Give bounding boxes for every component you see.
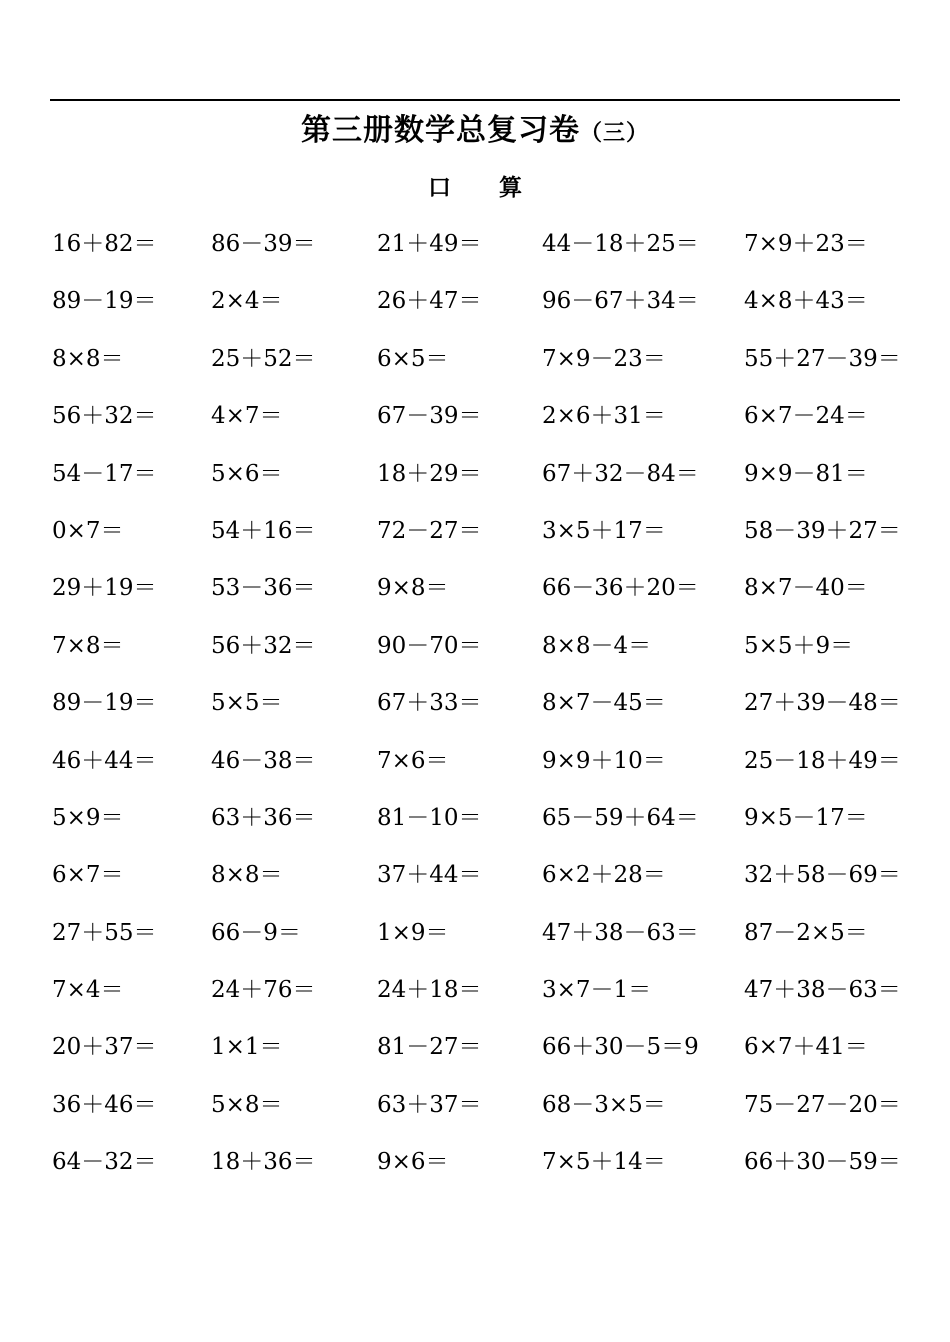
problem-row [52, 339, 912, 396]
section-heading-char-2: 算 [499, 174, 522, 201]
problem-item: 67＋33＝ [377, 690, 482, 717]
problem-row [52, 396, 912, 453]
problem-item: 29＋19＝ [52, 575, 157, 602]
problem-item: 90－70＝ [377, 632, 482, 659]
problem-row [52, 855, 912, 912]
problem-item: 8×8＝ [211, 862, 283, 889]
problem-row [52, 224, 912, 281]
problem-item: 6×7－24＝ [744, 403, 868, 430]
title-suffix: （三） [579, 120, 649, 146]
problem-item: 65－59＋64＝ [542, 804, 699, 831]
problem-item: 1×9＝ [377, 919, 449, 946]
problem-item: 6×5＝ [377, 345, 449, 372]
problem-item: 27＋55＝ [52, 919, 157, 946]
problem-item: 26＋47＝ [377, 288, 482, 315]
problem-item: 55＋27－39＝ [744, 345, 901, 372]
problem-item: 4×7＝ [211, 403, 283, 430]
problem-item: 9×9＋10＝ [542, 747, 666, 774]
problem-item: 7×4＝ [52, 977, 124, 1004]
section-heading [0, 170, 950, 206]
problem-item: 2×6＋31＝ [542, 403, 666, 430]
problem-row [52, 281, 912, 338]
problem-item: 44－18＋25＝ [542, 231, 699, 257]
problem-item: 9×5－17＝ [744, 804, 868, 831]
problem-item: 37＋44＝ [377, 862, 482, 889]
problem-item: 63＋36＝ [211, 804, 316, 831]
problem-item: 89－19＝ [52, 690, 157, 717]
problem-item: 27＋39－48＝ [744, 690, 901, 717]
problem-row [52, 970, 912, 1027]
problem-item: 56＋32＝ [52, 403, 157, 430]
problem-item: 67＋32－84＝ [542, 460, 699, 487]
header-rule [50, 99, 900, 101]
problem-item: 25－18＋49＝ [744, 747, 901, 774]
problem-row [52, 626, 912, 683]
problem-item: 16＋82＝ [52, 231, 157, 257]
problem-item: 20＋37＝ [52, 1034, 157, 1061]
problem-item: 86－39＝ [211, 231, 316, 257]
problem-item: 66＋30－5＝9 [542, 1034, 699, 1061]
problem-row [52, 568, 912, 625]
problem-item: 8×8－4＝ [542, 632, 652, 659]
problem-item: 24＋76＝ [211, 977, 316, 1004]
problem-item: 5×5＝ [211, 690, 283, 717]
problem-item: 54－17＝ [52, 460, 157, 487]
problem-row [52, 798, 912, 855]
problem-item: 7×9－23＝ [542, 345, 666, 372]
problem-item: 24＋18＝ [377, 977, 482, 1004]
problem-item: 64－32＝ [52, 1149, 157, 1176]
problem-item: 81－27＝ [377, 1034, 482, 1061]
problem-item: 7×5＋14＝ [542, 1149, 666, 1176]
problem-item: 66－36＋20＝ [542, 575, 699, 602]
problem-item: 67－39＝ [377, 403, 482, 430]
problem-item: 8×7－45＝ [542, 690, 666, 717]
problem-item: 63＋37＝ [377, 1091, 482, 1118]
problem-item: 21＋49＝ [377, 231, 482, 257]
problem-item: 2×4＝ [211, 288, 283, 315]
problem-item: 6×7＝ [52, 862, 124, 889]
problem-row [52, 454, 912, 511]
problem-row [52, 511, 912, 568]
problem-item: 54＋16＝ [211, 517, 316, 544]
problem-row [52, 683, 912, 740]
problem-item: 18＋36＝ [211, 1149, 316, 1176]
problem-item: 5×5＋9＝ [744, 632, 854, 659]
problem-item: 58－39＋27＝ [744, 517, 901, 544]
problem-item: 56＋32＝ [211, 632, 316, 659]
problem-item: 8×7－40＝ [744, 575, 868, 602]
problem-row [52, 741, 912, 798]
problem-item: 3×7－1＝ [542, 977, 652, 1004]
problem-item: 66－9＝ [211, 919, 301, 946]
problem-item: 7×9＋23＝ [744, 231, 868, 257]
problem-item: 0×7＝ [52, 517, 124, 544]
problem-item: 5×6＝ [211, 460, 283, 487]
problem-item: 3×5＋17＝ [542, 517, 666, 544]
problem-row [52, 913, 912, 970]
problem-item: 53－36＝ [211, 575, 316, 602]
problem-item: 9×9－81＝ [744, 460, 868, 487]
problem-item: 46＋44＝ [52, 747, 157, 774]
problem-item: 25＋52＝ [211, 345, 316, 372]
problem-row [52, 1085, 912, 1142]
problem-item: 36＋46＝ [52, 1091, 157, 1118]
title-text: 第三册数学总复习卷 [300, 113, 580, 148]
problem-item: 66＋30－59＝ [744, 1149, 901, 1176]
problem-item: 4×8＋43＝ [744, 288, 868, 315]
problem-item: 18＋29＝ [377, 460, 482, 487]
problem-item: 72－27＝ [377, 517, 482, 544]
problem-item: 47＋38－63＝ [744, 977, 901, 1004]
problem-item: 1×1＝ [211, 1034, 283, 1061]
problem-item: 9×8＝ [377, 575, 449, 602]
problem-item: 81－10＝ [377, 804, 482, 831]
problem-item: 5×8＝ [211, 1091, 283, 1118]
problem-item: 7×6＝ [377, 747, 449, 774]
problem-item: 5×9＝ [52, 804, 124, 831]
problem-item: 89－19＝ [52, 288, 157, 315]
problem-item: 46－38＝ [211, 747, 316, 774]
problem-item: 96－67＋34＝ [542, 288, 699, 315]
problem-item: 68－3×5＝ [542, 1091, 666, 1118]
problem-item: 32＋58－69＝ [744, 862, 901, 889]
problem-item: 7×8＝ [52, 632, 124, 659]
problem-item: 8×8＝ [52, 345, 124, 372]
section-heading-char-1: 口 [428, 174, 451, 201]
problem-item: 47＋38－63＝ [542, 919, 699, 946]
problem-row [52, 1027, 912, 1084]
problem-grid [52, 224, 912, 1200]
problem-item: 6×2＋28＝ [542, 862, 666, 889]
page-title [0, 108, 950, 156]
problem-item: 87－2×5＝ [744, 919, 868, 946]
problem-item: 75－27－20＝ [744, 1091, 901, 1118]
problem-row [52, 1142, 912, 1199]
problem-item: 9×6＝ [377, 1149, 449, 1176]
problem-item: 6×7＋41＝ [744, 1034, 868, 1061]
